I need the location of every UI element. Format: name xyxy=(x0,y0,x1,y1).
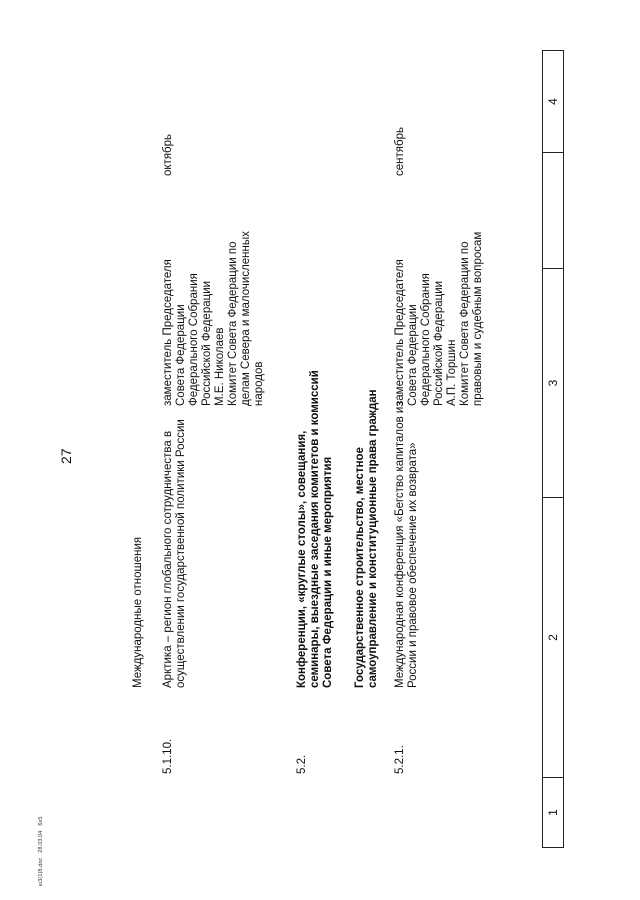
item-date-5-2-1: сентябрь xyxy=(394,127,406,176)
page-number: 27 xyxy=(58,448,74,464)
header-col-2: 2 xyxy=(543,497,563,777)
item-event-5-2: Конференции, «круглые столы», совещания, семинары, выездные заседания комитетов и комиссий Совета Федерации и иные мероприятия xyxy=(296,370,334,688)
header-col-3: 3 xyxy=(543,268,563,497)
item-number-5-2: 5.2. xyxy=(296,754,308,774)
item-date-5-1-10: октябрь xyxy=(162,133,174,176)
footer-note: ю3(1)8.doc 28.03.04 6x5 xyxy=(38,816,44,886)
item-event-5-2-1: Международная конференция «Бегство капиталов из России и правовое обеспечение их возврата» xyxy=(394,401,419,688)
item-responsible-5-2-1: заместитель Председателя Совета Федерации Федерального Собрания Российской Федерации А.П. Торшин Комитет Совета Федерации по правовым и судебным вопросам xyxy=(394,231,484,406)
header-col-1: 1 xyxy=(543,777,563,847)
header-col-4 xyxy=(543,152,563,268)
item-event-5-1-10: Арктика – регион глобального сотрудничества в осуществлении государственной политики России xyxy=(162,419,187,688)
section-title: Международные отношения xyxy=(132,536,144,688)
table-header-row xyxy=(542,50,564,848)
item-number-5-1-10: 5.1.10. xyxy=(162,738,174,774)
subsection-title: Государственное строительство, местное самоуправление и конституционные права граждан xyxy=(354,389,379,688)
item-number-5-2-1: 5.2.1. xyxy=(394,745,406,774)
item-responsible-5-1-10: заместитель Председателя Совета Федерации Федерального Собрания Российской Федерации М.Е. Николаев Комитет Совета Федерации по делам Севера и малочисленных народов xyxy=(162,231,265,406)
header-col-5: 4 xyxy=(546,98,560,105)
